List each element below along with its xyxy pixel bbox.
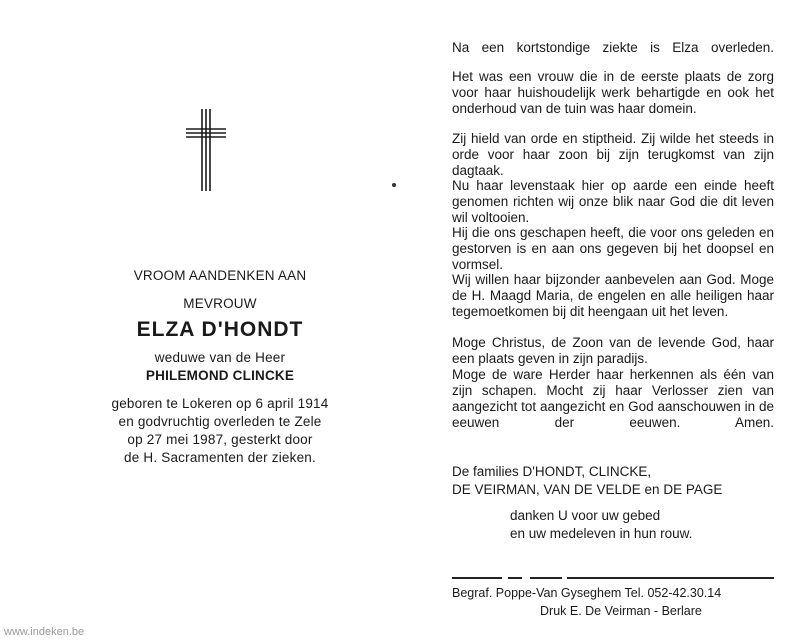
paragraph: Moge Christus, de Zoon van de levende God, haar een plaats geven in zijn paradijs. — [452, 335, 774, 366]
paragraph: Nu haar levenstaak hier op aarde een einde heeft genomen richten wij onze blik naar God die dit leven wil voltooien. — [452, 178, 774, 225]
life-line: op 27 mei 1987, gesterkt door — [127, 432, 313, 447]
paragraph: Na een kortstondige ziekte is Elza overleden. — [452, 40, 774, 55]
watermark: www.indeken.be — [4, 626, 85, 638]
families-line: DE VEIRMAN, VAN DE VELDE en DE PAGE — [452, 482, 723, 497]
life-line: geboren te Lokeren op 6 april 1914 — [111, 396, 329, 411]
thanks-line: en uw medeleven in hun rouw. — [510, 526, 693, 541]
paragraph: Hij die ons geschapen heeft, die voor ons geleden en gestorven is en aan ons gegeven bij het doopsel en vormsel. — [452, 225, 774, 272]
spouse-name: PHILEMOND CLINCKE — [145, 368, 295, 383]
undertaker-line: Begraf. Poppe-Van Gyseghem Tel. 052-42.30.14 — [452, 586, 722, 600]
thanks-line: danken U voor uw gebed — [510, 508, 661, 523]
paragraph: Het was een vrouw die in de eerste plaats de zorg voor haar huishoudelijk werk behartigde en ook het onderhoud van de tuin was haar domein. — [452, 69, 774, 116]
paragraph: Zij hield van orde en stiptheid. Zij wilde het steeds in orde voor haar zoon bij zijn terugkomst van zijn dagtaak. — [452, 131, 774, 178]
families-line: De families D'HONDT, CLINCKE, — [452, 464, 652, 479]
deceased-name: ELZA D'HONDT — [136, 318, 304, 341]
heading: VROOM AANDENKEN AAN — [133, 268, 307, 283]
life-line: en godvruchtig overleden te Zele — [118, 414, 322, 429]
printer-line: Druk E. De Veirman - Berlare — [540, 604, 702, 618]
title: MEVROUW — [183, 296, 257, 311]
life-line: de H. Sacramenten der zieken. — [124, 450, 316, 465]
relation: weduwe van de Heer — [154, 350, 286, 365]
print-speck — [392, 183, 396, 187]
cross-icon — [184, 107, 228, 193]
paragraph: Moge de ware Herder haar herkennen als één van zijn schapen. Mocht zij haar Verlosser zien van aangezicht tot aangezicht en God aanschouwen in de eeuwen der eeuwen. Amen. — [452, 367, 774, 430]
divider-rule — [452, 577, 774, 579]
paragraph: Wij willen haar bijzonder aanbevelen aan God. Moge de H. Maagd Maria, de engelen en alle heiligen haar tegemoetkomen bij dit heengaan uit het leven. — [452, 272, 774, 319]
